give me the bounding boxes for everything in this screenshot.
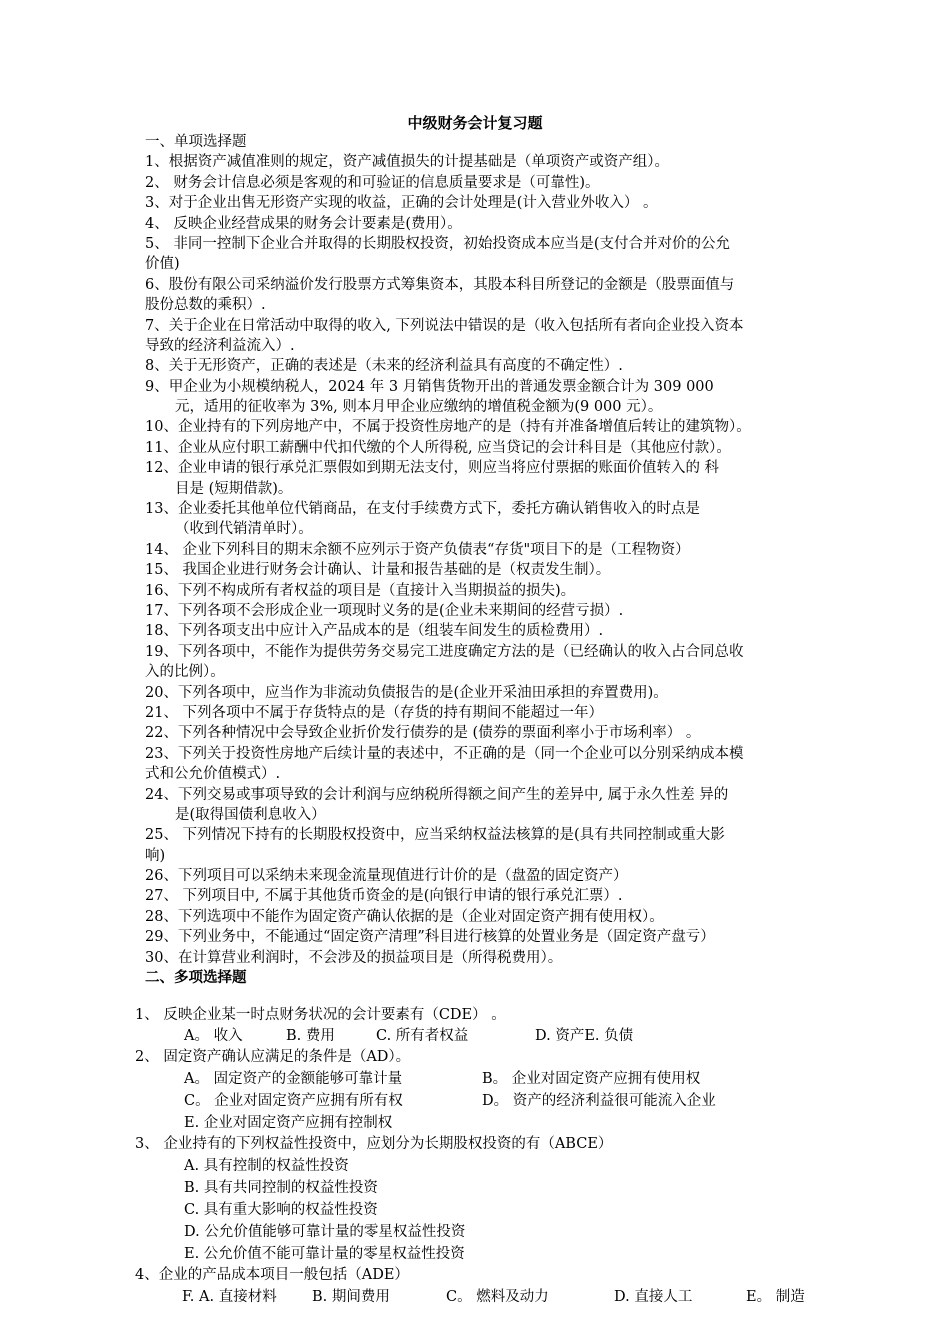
option-text: A. 具有控制的权益性投资 [184,1158,349,1174]
question-line: 2、 财务会计信息必须是客观的和可验证的信息质量要求是（可靠性)。 [145,174,600,191]
question-line: 29、下列业务中，不能通过“固定资产清理”科目进行核算的处置业务是（固定资产盘亏） [145,929,715,946]
question-line: 30、在计算营业利润时，不会涉及的损益项目是（所得税费用）。 [145,949,563,966]
option-text: D. 资产E. 负债 [535,1028,634,1044]
question-line: 3、 企业持有的下列权益性投资中，应划分为长期股权投资的有（ABCE） [135,1136,613,1152]
question-line: 20、下列各项中，应当作为非流动负债报告的是(企业开采油田承担的弃置费用)。 [145,684,668,701]
question-line: 26、下列项目可以采纳未来现金流量现值进行计价的是（盘盈的固定资产） [145,868,628,885]
option-text: B. 具有共同控制的权益性投资 [184,1180,378,1196]
question-line: 23、下列关于投资性房地产后续计量的表述中，不正确的是（同一个企业可以分别采纳成本模 [145,745,744,762]
option-text: D。 资产的经济利益很可能流入企业 [482,1093,716,1109]
question-line: 8、关于无形资产，正确的表述是（未来的经济利益具有高度的不确定性）. [145,358,623,375]
question-line: 10、企业持有的下列房地产中，不属于投资性房地产的是（持有并准备增值后转让的建筑物）。 [145,419,751,436]
option-text: C. 具有重大影响的权益性投资 [184,1202,378,1218]
option-text: B。 企业对固定资产应拥有使用权 [482,1071,701,1087]
question-line: 24、下列交易或事项导致的会计利润与应纳税所得额之间产生的差异中, 属于永久性差 异的 [145,786,729,803]
question-line: 价值) [145,256,180,273]
question-line: （收到代销清单时）。 [175,521,313,538]
question-line: 3、对于企业出售无形资产实现的收益，正确的会计处理是(计入营业外收入） 。 [145,195,658,212]
page-title: 中级财务会计复习题 [407,114,543,132]
question-line: 2、 固定资产确认应满足的条件是（AD）。 [135,1049,411,1065]
question-line: 18、下列各项支出中应计入产品成本的是（组装车间发生的质检费用）. [145,623,604,640]
question-line: 19、下列各项中，不能作为提供劳务交易完工进度确定方法的是（已经确认的收入占合同总收 [145,643,744,660]
question-line: 4、 反映企业经营成果的财务会计要素是(费用）。 [145,215,462,232]
question-line: 入的比例）。 [145,664,225,681]
option-text: B. 期间费用 [312,1289,390,1305]
question-line: 式和公允价值模式）. [145,766,281,783]
option-text: C。 企业对固定资产应拥有所有权 [184,1093,403,1109]
question-line: 21、 下列各项中不属于存货特点的是（存货的持有期间不能超过一年） [145,704,604,721]
option-text: C。 燃料及动力 [446,1289,549,1305]
question-line: 22、下列各种情况中会导致企业折价发行债券的是 (债券的票面利率小于市场利率） 。 [145,725,701,742]
option-text: E. 企业对固定资产应拥有控制权 [184,1115,393,1131]
question-line: 4、企业的产品成本项目一般包括（ADE） [135,1267,409,1283]
question-line: 1、 反映企业某一时点财务状况的会计要素有（CDE） 。 [135,1007,506,1023]
question-line: 股份总数的乘积）. [145,297,266,314]
option-text: E。 制造 [746,1289,805,1305]
question-line: 12、企业申请的银行承兑汇票假如到期无法支付，则应当将应付票据的账面价值转入的 科 [145,460,720,477]
question-line: 是(取得国债利息收入） [175,806,326,823]
question-line: 16、下列不构成所有者权益的项目是（直接计入当期损益的损失)。 [145,582,576,599]
question-line: 1、根据资产减值准则的规定，资产减值损失的计提基础是（单项资产或资产组）。 [145,154,669,171]
question-line: 7、关于企业在日常活动中取得的收入, 下列说法中错误的是（收入包括所有者向企业投入资本 [145,317,744,334]
section-heading: 二、多项选择题 [145,969,247,987]
option-text: B. 费用 [286,1028,335,1044]
question-line: 11、企业从应付职工薪酬中代扣代缴的个人所得税, 应当贷记的会计科目是（其他应付款）。 [145,439,731,456]
question-line: 25、 下列情况下持有的长期股权投资中，应当采纳权益法核算的是(具有共同控制或重大影 [145,827,725,844]
question-line: 9、甲企业为小规模纳税人，2024 年 3 月销售货物开出的普通发票金额合计为 309 000 [145,378,714,395]
question-line: 28、下列选项中不能作为固定资产确认依据的是（企业对固定资产拥有使用权）。 [145,908,664,925]
option-text: D. 公允价值能够可靠计量的零星权益性投资 [184,1224,466,1240]
question-line: 13、企业委托其他单位代销商品，在支付手续费方式下，委托方确认销售收入的时点是 [145,501,700,518]
section-heading: 一、单项选择题 [145,134,247,150]
question-line: 27、 下列项目中, 不属于其他货币资金的是(向银行申请的银行承兑汇票）. [145,888,623,905]
option-text: F. A. 直接材料 [182,1289,277,1305]
option-text: E. 公允价值不能可靠计量的零星权益性投资 [184,1246,465,1262]
question-line: 元，适用的征收率为 3%, 则本月甲企业应缴纳的增值税金额为(9 000 元）。 [175,399,663,416]
option-text: C. 所有者权益 [376,1028,469,1044]
question-line: 目是 (短期借款)。 [175,480,293,497]
question-line: 6、股份有限公司采纳溢价发行股票方式筹集资本，其股本科目所登记的金额是（股票面值与 [145,276,735,293]
question-line: 17、下列各项不会形成企业一项现时义务的是(企业未来期间的经营亏损）. [145,602,624,619]
option-text: D. 直接人工 [614,1289,693,1305]
option-text: A。 收入 [184,1028,243,1044]
question-line: 响) [145,847,166,864]
question-line: 5、 非同一控制下企业合并取得的长期股权投资，初始投资成本应当是(支付合并对价的公允 [145,235,730,252]
option-text: A。 固定资产的金额能够可靠计量 [184,1071,403,1087]
single-choice-section [145,132,845,988]
question-line: 导致的经济利益流入）. [145,337,295,354]
question-line: 15、 我国企业进行财务会计确认、计量和报告基础的是（权责发生制）。 [145,562,611,579]
question-line: 14、 企业下列科目的期末余额不应列示于资产负债表“存货"项目下的是（工程物资） [145,541,690,558]
